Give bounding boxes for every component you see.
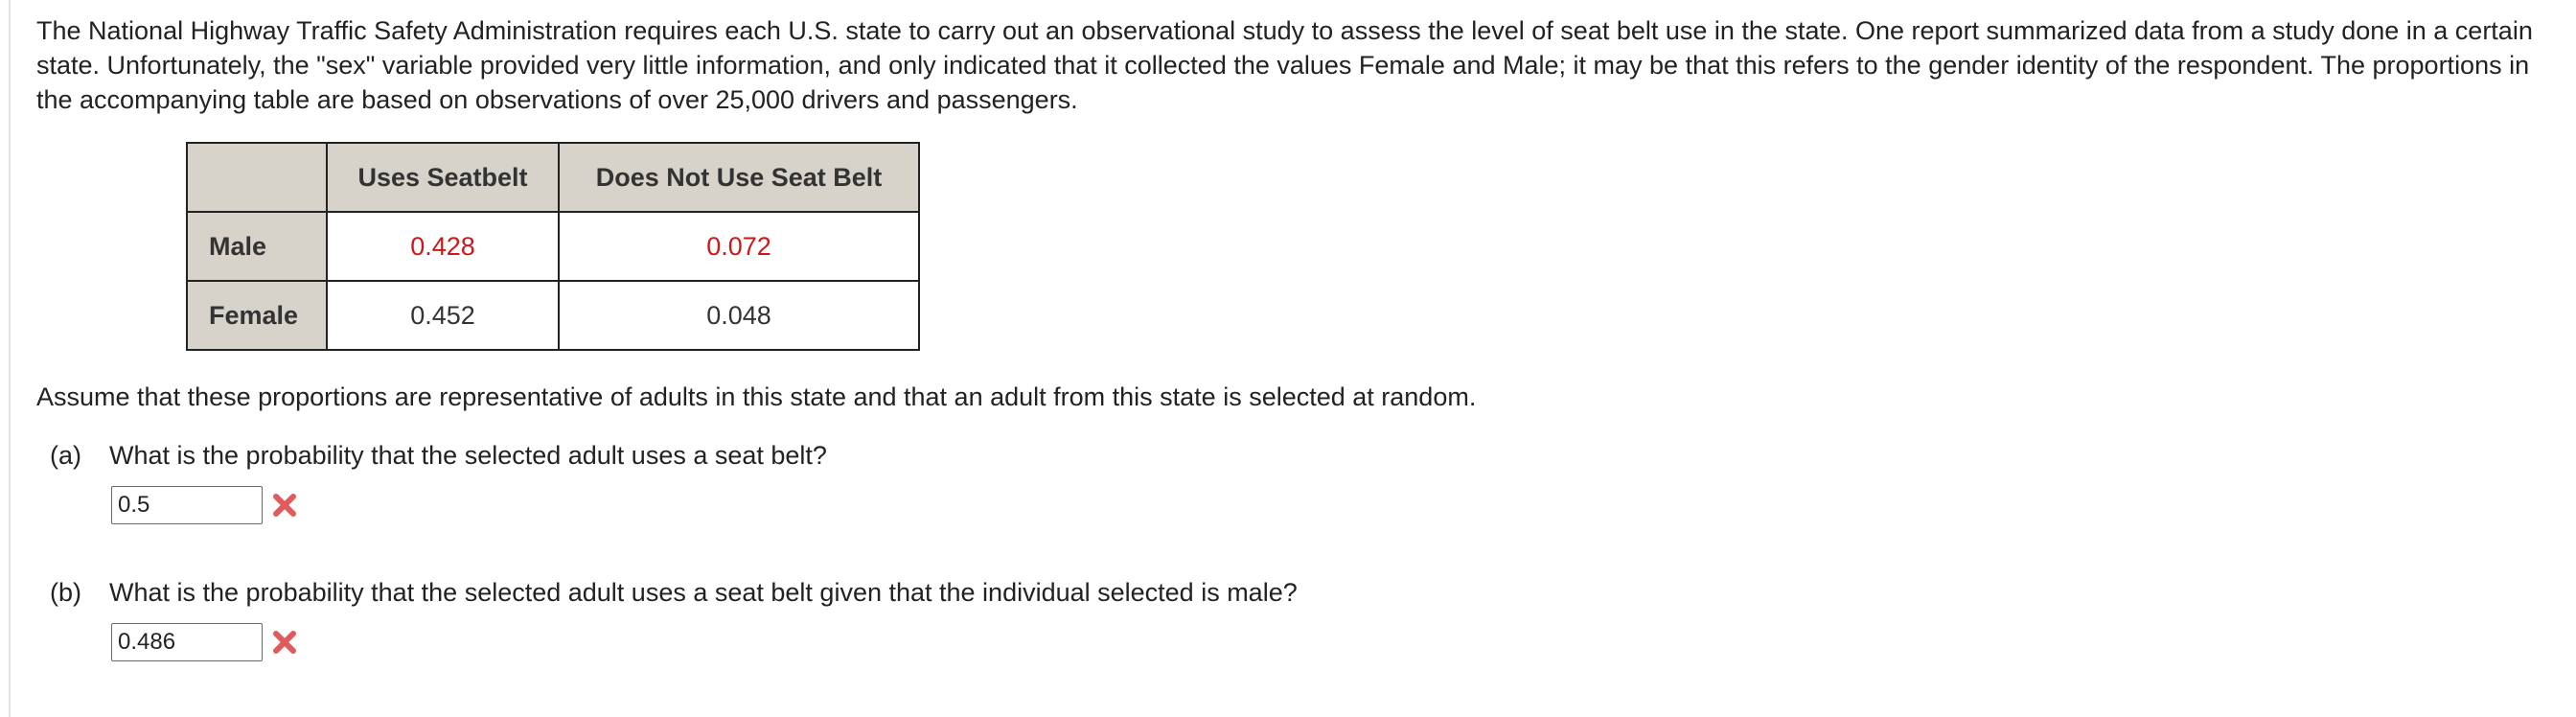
question-b-text: What is the probability that the selected adult uses a seat belt given that the individual selected is male? (109, 578, 1298, 607)
question-b-letter: (b) (50, 578, 81, 607)
cell-female-uses-seatbelt: 0.452 (327, 281, 559, 350)
assumption-text: Assume that these proportions are representative of adults in this state and that an adult from this state is selected at random. (36, 382, 1477, 411)
incorrect-x-icon (270, 491, 299, 520)
table-row (187, 281, 919, 350)
incorrect-x-icon (270, 628, 299, 657)
cell-female-does-not-use-seat-belt: 0.048 (559, 281, 919, 350)
row-header-female: Female (187, 281, 327, 350)
question-content (36, 13, 2547, 607)
intro-paragraph: The National Highway Traffic Safety Administration requires each U.S. state to carry out an observational study to assess the level of seat belt use in the state. One report summarized data from a study done in a certain state. Unfortunately, the "sex" variable provided very little information, and only indicated that it collected the values Female and Male; it may be that this refers to the gender identity of the respondent. The proportions in the accompanying table are based on observations of over 25,000 drivers and passengers. (36, 16, 2533, 114)
left-border (9, 0, 11, 717)
answer-b-row (111, 623, 299, 661)
table-row (187, 212, 919, 281)
answer-a-input[interactable] (111, 486, 263, 524)
table-corner-cell (187, 143, 327, 212)
question-a-text: What is the probability that the selected adult uses a seat belt? (109, 441, 827, 470)
column-header-uses-seatbelt: Uses Seatbelt (327, 143, 559, 212)
proportions-table (186, 142, 920, 351)
row-header-male: Male (187, 212, 327, 281)
cell-male-does-not-use-seat-belt: 0.072 (559, 212, 919, 281)
cell-male-uses-seatbelt: 0.428 (327, 212, 559, 281)
table-header-row (187, 143, 919, 212)
question-b (50, 575, 1298, 610)
column-header-does-not-use-seat-belt: Does Not Use Seat Belt (559, 143, 919, 212)
answer-a-row (111, 486, 299, 524)
question-a-letter: (a) (50, 441, 81, 470)
answer-b-input[interactable] (111, 623, 263, 661)
question-a (50, 438, 827, 473)
